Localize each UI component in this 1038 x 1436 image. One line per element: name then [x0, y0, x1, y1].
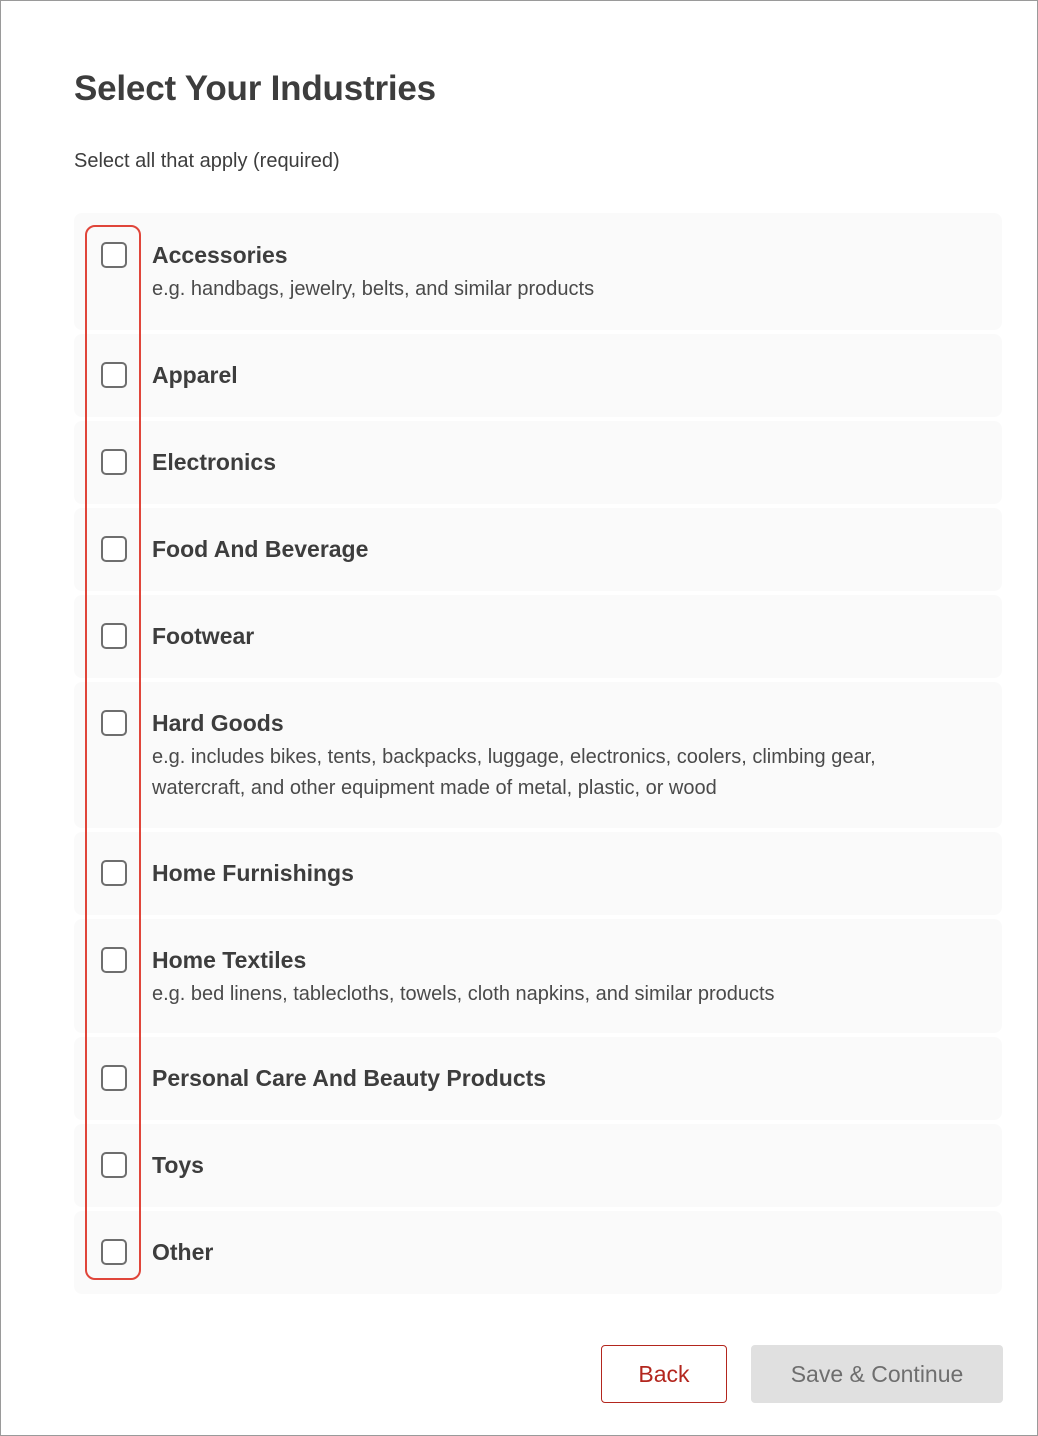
- industry-item-toys[interactable]: [74, 1124, 1002, 1207]
- industry-label: Food And Beverage: [152, 536, 369, 562]
- industry-label: Home Textiles: [152, 947, 307, 973]
- checkbox-apparel[interactable]: [101, 362, 127, 388]
- checkbox-hard-goods[interactable]: [101, 710, 127, 736]
- industry-description: e.g. handbags, jewelry, belts, and similar products: [152, 278, 595, 300]
- industry-item-apparel[interactable]: [74, 334, 1002, 417]
- industry-item-food-and-beverage[interactable]: [74, 508, 1002, 591]
- industry-label: Footwear: [152, 623, 255, 649]
- industry-item-other[interactable]: [74, 1211, 1002, 1294]
- industry-list: [74, 213, 1002, 1298]
- checkbox-other[interactable]: [101, 1239, 127, 1265]
- page-title: Select Your Industries: [74, 69, 436, 108]
- industry-item-home-furnishings[interactable]: [74, 832, 1002, 915]
- industry-label: Electronics: [152, 449, 276, 475]
- save-continue-button[interactable]: Save & Continue: [751, 1345, 1003, 1403]
- industry-item-hard-goods[interactable]: [74, 682, 1002, 828]
- industry-item-electronics[interactable]: [74, 421, 1002, 504]
- checkbox-electronics[interactable]: [101, 449, 127, 475]
- industry-label: Toys: [152, 1152, 204, 1178]
- checkbox-accessories[interactable]: [101, 242, 127, 268]
- industry-label: Personal Care And Beauty Products: [152, 1065, 547, 1091]
- industry-label: Accessories: [152, 242, 288, 268]
- checkbox-personal-care[interactable]: [101, 1065, 127, 1091]
- checkbox-food-and-beverage[interactable]: [101, 536, 127, 562]
- industry-label: Apparel: [152, 362, 238, 388]
- industry-description: e.g. includes bikes, tents, backpacks, luggage, electronics, coolers, climbing gear, watercraft, and other equipment made of metal, plastic, or wood: [152, 746, 876, 799]
- checkbox-home-textiles[interactable]: [101, 947, 127, 973]
- industry-item-footwear[interactable]: [74, 595, 1002, 678]
- industry-label: Home Furnishings: [152, 860, 354, 886]
- back-button[interactable]: Back: [601, 1345, 727, 1403]
- checkbox-toys[interactable]: [101, 1152, 127, 1178]
- checkbox-home-furnishings[interactable]: [101, 860, 127, 886]
- industry-item-personal-care[interactable]: [74, 1037, 1002, 1120]
- page-subtitle: Select all that apply (required): [74, 150, 340, 172]
- industry-description: e.g. bed linens, tablecloths, towels, cloth napkins, and similar products: [152, 983, 775, 1005]
- industry-item-accessories[interactable]: [74, 213, 1002, 330]
- industry-label: Other: [152, 1239, 214, 1265]
- industry-label: Hard Goods: [152, 710, 284, 736]
- checkbox-footwear[interactable]: [101, 623, 127, 649]
- industry-item-home-textiles[interactable]: [74, 919, 1002, 1033]
